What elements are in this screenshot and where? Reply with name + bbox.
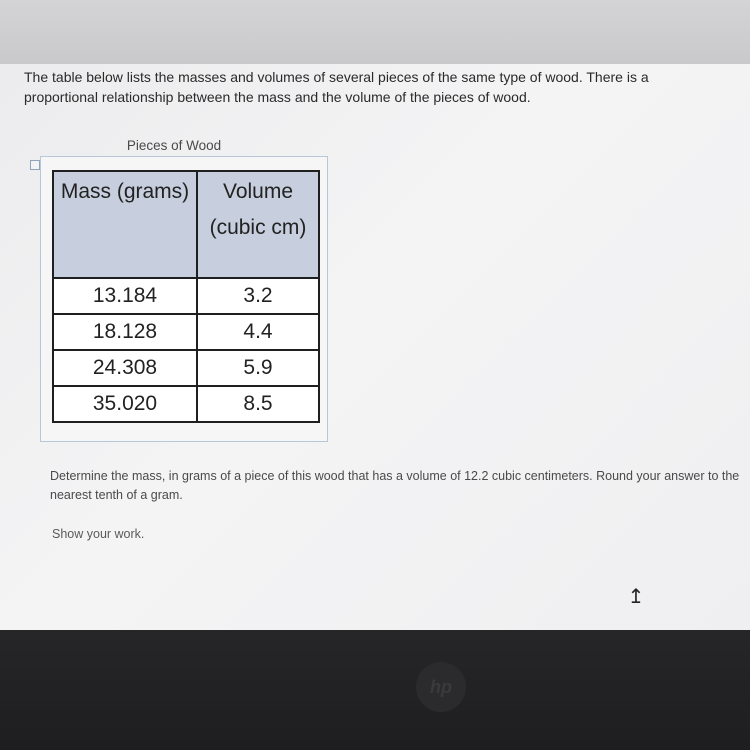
- cell-mass: 24.308: [53, 350, 197, 386]
- cell-mass: 35.020: [53, 386, 197, 422]
- table-row: [53, 350, 319, 386]
- cell-volume: 8.5: [197, 386, 319, 422]
- show-work-label: Show your work.: [52, 527, 145, 541]
- table-row: [53, 278, 319, 314]
- cell-volume: 4.4: [197, 314, 319, 350]
- question-text: Determine the mass, in grams of a piece of this wood that has a volume of 12.2 cubic centimeters. Round your answer to the nearest tenth of a gram.: [50, 469, 740, 502]
- header-volume: Volume (cubic cm): [197, 171, 319, 278]
- cell-volume: 3.2: [197, 278, 319, 314]
- cell-mass: 13.184: [53, 278, 197, 314]
- hp-logo-icon: hp: [416, 662, 466, 712]
- table-row: [53, 314, 319, 350]
- table-header-row: [53, 171, 319, 278]
- upload-icon[interactable]: ↥: [627, 586, 645, 608]
- wood-table: [52, 170, 320, 423]
- cell-volume: 5.9: [197, 350, 319, 386]
- monitor-bezel: [0, 630, 750, 750]
- monitor-top-area: [0, 0, 750, 64]
- intro-text: The table below lists the masses and volumes of several pieces of the same type of wood. There is a proportional relationship between the mass and the volume of the pieces of wood.: [24, 69, 649, 105]
- cell-mass: 18.128: [53, 314, 197, 350]
- table-caption: Pieces of Wood: [126, 138, 222, 153]
- table-row: [53, 386, 319, 422]
- resize-handle-icon[interactable]: [30, 160, 40, 170]
- header-mass: Mass (grams): [53, 171, 197, 278]
